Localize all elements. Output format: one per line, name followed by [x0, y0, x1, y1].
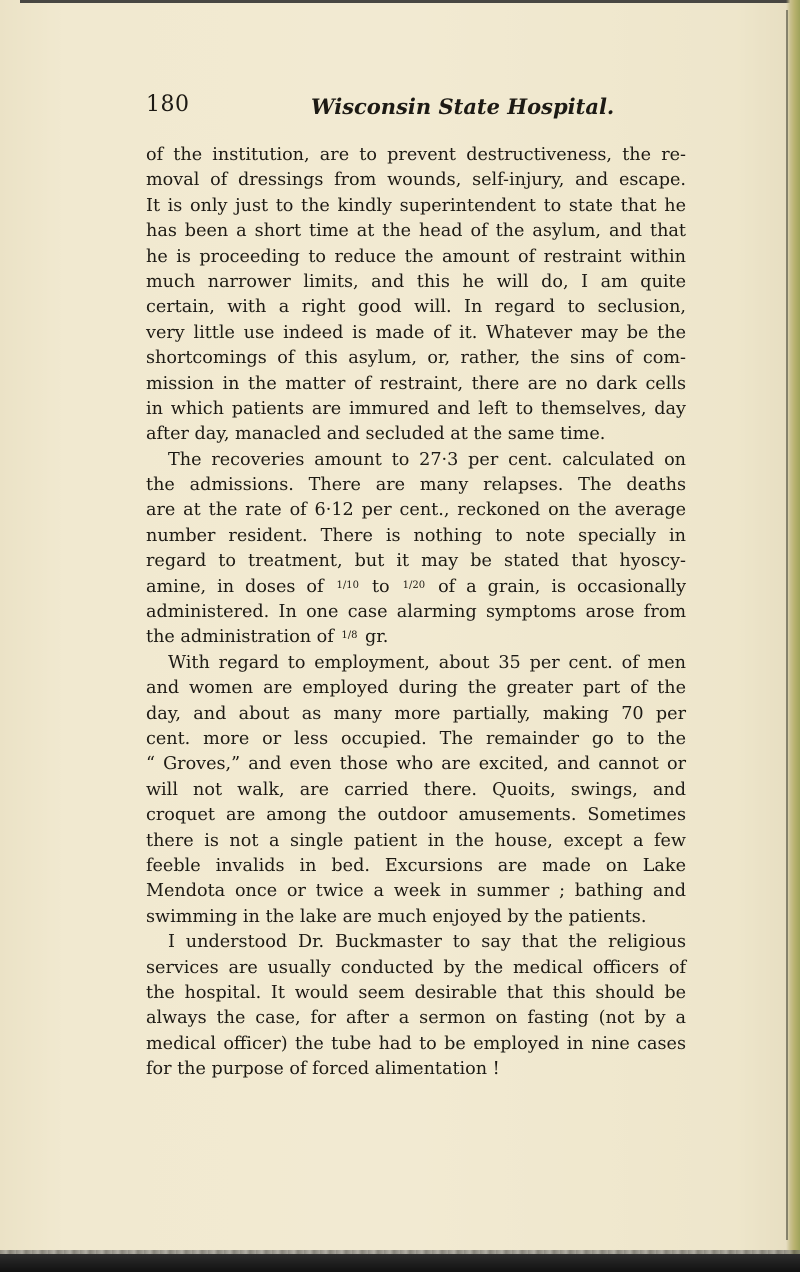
text-line: day, and about as many more partially, making 70 per [146, 703, 686, 724]
text-line: he is proceeding to reduce the amount of restraint within [146, 246, 686, 267]
text-line: number resident. There is nothing to note specially in [146, 525, 686, 546]
text-line: in which patients are immured and left to themselves, day [146, 398, 686, 419]
text-line: very little use indeed is made of it. Whatever may be the [146, 322, 686, 343]
paragraph-start-line: The recoveries amount to 27·3 per cent. calculated on [168, 449, 686, 470]
text-line: It is only just to the kindly superintendent to state that he [146, 195, 686, 216]
text-line: croquet are among the outdoor amusements. Sometimes [146, 805, 686, 826]
text-line-with-fractions [146, 575, 686, 600]
page-right-edge-line [786, 10, 788, 1240]
text-line: the admissions. There are many relapses. The deaths [146, 475, 686, 496]
text-line: the hospital. It would seem desirable that this should be [146, 982, 686, 1003]
text-line: services are usually conducted by the medical officers of [146, 957, 686, 978]
text-line: administered. In one case alarming symptoms arose from [146, 602, 686, 623]
text-line: regard to treatment, but it may be stated that hyoscy- [146, 551, 686, 572]
text-line: mission in the matter of restraint, there are no dark cells [146, 373, 686, 394]
text-line: much narrower limits, and this he will do, I am quite [146, 271, 686, 292]
text-segment: the administration of [146, 627, 334, 648]
text-line: will not walk, are carried there. Quoits, swings, and [146, 779, 686, 800]
page-right-edge [786, 0, 800, 1272]
text-line-with-fraction [146, 625, 686, 650]
text-line: after day, manacled and secluded at the same time. [146, 424, 606, 445]
text-line: of the institution, are to prevent destructiveness, the re- [146, 145, 686, 165]
text-line: has been a short time at the head of the asylum, and that [146, 221, 686, 242]
fraction: 1/8 [341, 630, 358, 642]
text-line: swimming in the lake are much enjoyed by the patients. [146, 906, 647, 927]
text-segment: gr. [365, 627, 389, 648]
top-edge-rule [20, 0, 792, 3]
running-title: Wisconsin State Hospital. [311, 94, 615, 119]
text-line: shortcomings of this asylum, or, rather, the sins of com- [146, 348, 686, 369]
text-line: certain, with a right good will. In regard to seclusion, [146, 297, 686, 318]
fraction: 1/20 [402, 579, 426, 591]
text-line: moval of dressings from wounds, self-injury, and escape. [146, 170, 686, 191]
text-line: feeble invalids in bed. Excursions are made on Lake [146, 855, 686, 876]
text-line: medical officer) the tube had to be employed in nine cases [146, 1033, 686, 1054]
text-segment: amine, in doses of [146, 576, 324, 597]
text-line: “ Groves,” and even those who are excited, and cannot or [146, 754, 686, 775]
body-text [146, 143, 686, 1082]
text-line: are at the rate of 6·12 per cent., reckoned on the average [146, 500, 686, 521]
text-line: there is not a single patient in the house, except a few [146, 830, 686, 851]
text-segment: to [371, 576, 390, 597]
text-line: Mendota once or twice a week in summer ; bathing and [146, 881, 686, 902]
text-line: cent. more or less occupied. The remainder go to the [146, 728, 686, 749]
paragraph-start-line: With regard to employment, about 35 per cent. of men [168, 652, 686, 673]
bottom-edge-rule [0, 1254, 800, 1272]
page-number: 180 [146, 92, 190, 117]
text-line: and women are employed during the greater part of the [146, 678, 686, 699]
text-segment: of a grain, is occasionally [438, 576, 687, 597]
text-line: for the purpose of forced alimentation ! [146, 1059, 500, 1080]
paragraph-start-line: I understood Dr. Buckmaster to say that the religious [168, 932, 686, 953]
page-header [146, 92, 666, 122]
fraction: 1/10 [336, 579, 359, 591]
text-line: always the case, for after a sermon on fasting (not by a [146, 1008, 686, 1029]
